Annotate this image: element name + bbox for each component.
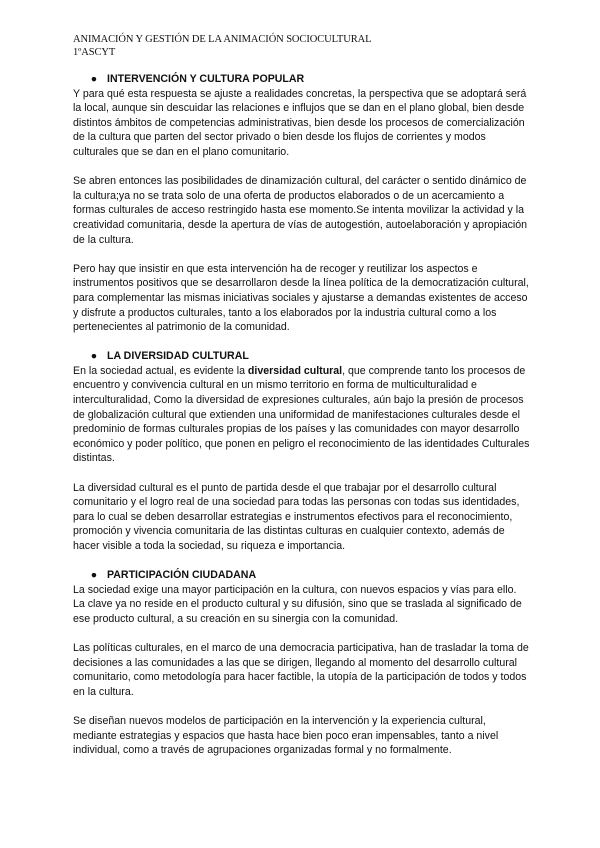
paragraph: La clave ya no reside en el producto cultural y su difusión, sino que se traslada al significado de ese producto cultural, a su creación en su sinergia con la comunidad.	[73, 598, 522, 625]
paragraph-text: En la sociedad actual, es evidente la	[73, 364, 248, 377]
section-heading-text: PARTICIPACIÓN CIUDADANA	[107, 569, 257, 582]
document-header	[73, 33, 371, 59]
paragraph: Pero hay que insistir en que esta intervención ha de recoger y reutilizar los aspectos e instrumentos positivos que se desarrollaron desde la línea política de la democratización cultural, para complementar las mismas iniciativas sociales y ajustarse a demandas existentes de acceso y disfrute a productos culturales, tanto a los elaborados por la industria cultural como a los pertenecientes al patrimonio de la comunidad.	[73, 262, 529, 334]
paragraph	[73, 364, 531, 466]
bold-term: diversidad cultural	[247, 364, 343, 377]
header-course-code: 1ºASCYT	[73, 47, 116, 58]
paragraph: Las políticas culturales, en el marco de una democracia participativa, han de trasladar la toma de decisiones a las comunidades a las que se dirigen, llegando al momento del desarrollo cultural comunitario, como metodología para hacer factible, la utopía de la participación de todos y todos en la cultura.	[73, 642, 529, 698]
header-course-title: ANIMACIÓN Y GESTIÓN DE LA ANIMACIÓN SOCIOCULTURAL	[73, 34, 372, 45]
bullet-icon: ●	[90, 350, 98, 363]
paragraph: Se diseñan nuevos modelos de participación en la intervención y la experiencia cultural, mediante estrategias y espacios que hasta hace bien poco eran impensables, tanto a nivel individual, como a través de agrupaciones organizadas formal y no formalmente.	[73, 715, 499, 757]
document-body	[73, 72, 531, 758]
bullet-icon: ●	[90, 569, 98, 582]
section-heading-diversidad	[73, 349, 531, 364]
section-heading-participacion	[73, 568, 531, 583]
paragraph: Se abren entonces las posibilidades de dinamización cultural, del carácter o sentido dinámico de la cultura;ya no se trata solo de una oferta de productos elaborados o de un acercamiento a formas culturales de acceso restringido hasta ese momento.Se intenta movilizar la actividad y la creatividad comunitaria, desde la apertura de vías de autogestión, autoelaboración y apropiación de la cultura.	[73, 175, 528, 246]
section-heading-intervencion	[73, 72, 531, 87]
section-heading-text: INTERVENCIÓN Y CULTURA POPULAR	[107, 73, 305, 85]
section-heading-text: LA DIVERSIDAD CULTURAL	[107, 350, 249, 363]
paragraph: La sociedad exige una mayor participación en la cultura, con nuevos espacios y vías para ello.	[73, 583, 517, 596]
paragraph-text: , que comprende tanto los procesos de encuentro y convivencia cultural en un mismo territorio en forma de multiculturalidad e interculturalidad, Como la diversidad de expresiones culturales, aún bajo la presión de procesos de globalización cultural que extienden una uniformidad de manifestaciones culturales desde el predominio de formas culturales propias de los países y las comunidades con mayor desarrollo económico y poder político, que ponen en peligro el reconocimiento de las identidades Culturales distintas.	[73, 364, 530, 465]
paragraph: Y para qué esta respuesta se ajuste a realidades concretas, la perspectiva que se adoptará será la local, aunque sin descuidar las relaciones e influjos que se dan en el plano global, bien desde distintos ámbitos de competencias administrativas, bien desde los procesos de comercialización de la cultura que parten del sector privado o bien desde los flujos de corrientes y modos culturales que se dan en el plano comunitario.	[73, 87, 527, 158]
paragraph: La diversidad cultural es el punto de partida desde el que trabajar por el desarrollo cultural comunitario y el logro real de una sociedad para todas las personas con todas sus identidades, para lo cual se deben desarrollar estrategias e instrumentos efectivos para el reconocimiento, promoción y vivencia comunitaria de las distintas culturas en cualquier contexto, además de hacer visible a toda la sociedad, su riqueza e importancia.	[73, 481, 520, 552]
bullet-icon: ●	[90, 73, 98, 85]
